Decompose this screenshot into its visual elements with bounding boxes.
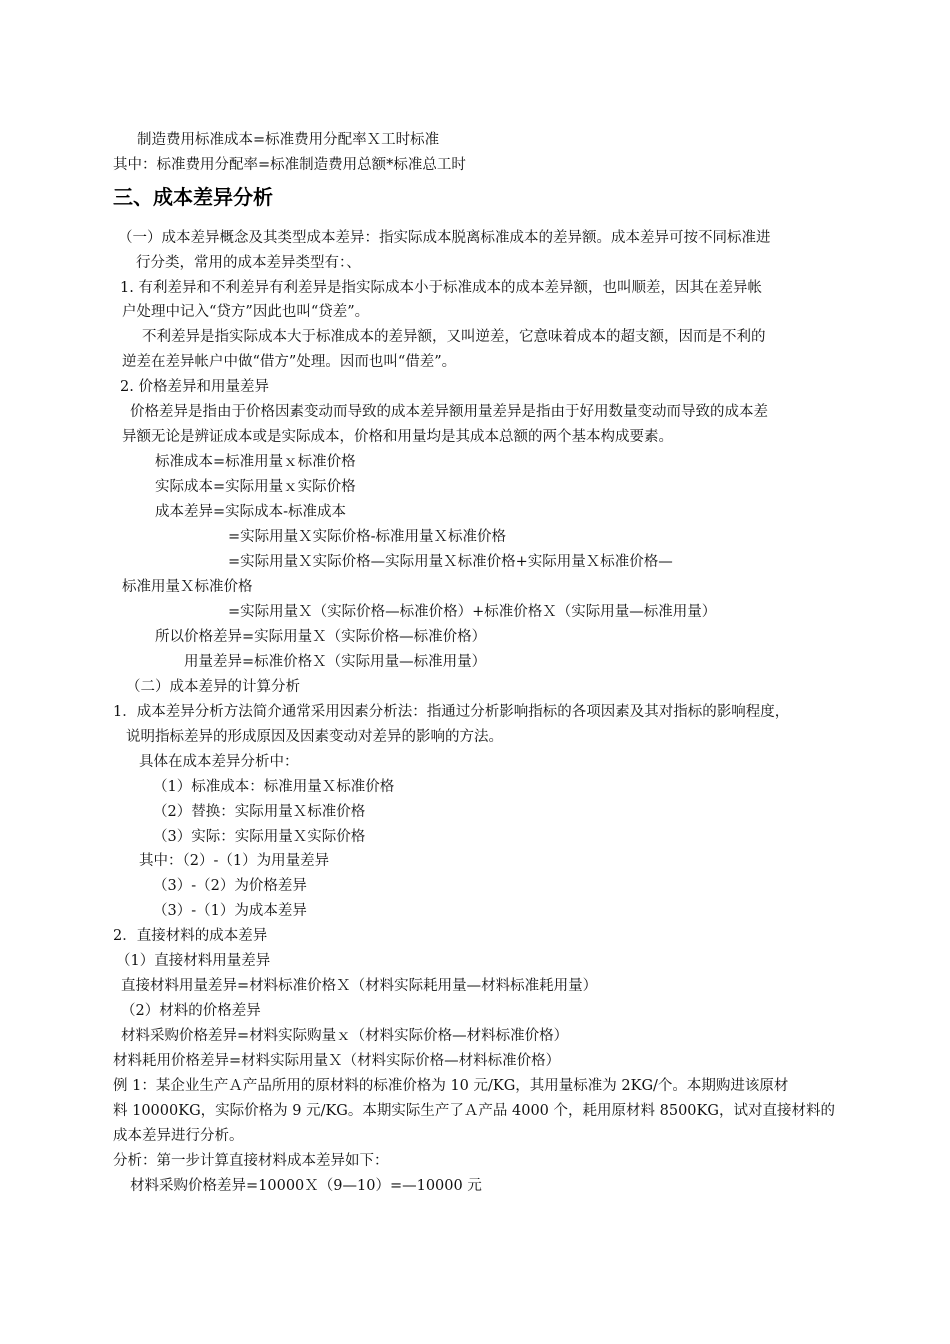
formula-line: 材料采购价格差异=材料实际购量ｘ（材料实际价格—材料标准价格） — [121, 1028, 569, 1044]
paragraph-line: 行分类，常用的成本差异类型有：、 — [136, 255, 361, 271]
formula-overhead-standard-cost: 制造费用标准成本=标准费用分配率Ｘ工时标准 — [137, 132, 440, 148]
subheading: （2）材料的价格差异 — [121, 1003, 261, 1019]
formula-line: 实际成本=实际用量ｘ实际价格 — [155, 479, 356, 495]
paragraph-line: 具体在成本差异分析中： — [139, 754, 299, 770]
formula-line: 用量差异=标准价格Ｘ（实际用量—标准用量） — [184, 654, 487, 670]
section-heading: 三、成本差异分析 — [113, 185, 273, 209]
list-item: 其中：（2）-（1）为用量差异 — [139, 853, 330, 869]
formula-line: =实际用量Ｘ（实际价格—标准价格）+标准价格Ｘ（实际用量—标准用量） — [228, 604, 717, 620]
paragraph-line: 不利差异是指实际成本大于标准成本的差异额，又叫逆差，它意味着成本的超支额，因而是不利的 — [142, 329, 766, 345]
paragraph-line: 户处理中记入“贷方”因此也叫“贷差”。 — [122, 304, 370, 320]
paragraph-line: （一）成本差异概念及其类型成本差异：指实际成本脱离标准成本的差异额。成本差异可按不同标准进 — [118, 230, 771, 246]
formula-line: 标准用量Ｘ标准价格 — [122, 579, 253, 595]
formula-line: =实际用量Ｘ实际价格-标准用量Ｘ标准价格 — [228, 529, 507, 545]
example-line: 例 1：某企业生产Ａ产品所用的原材料的标准价格为 10 元/KG，其用量标准为 2KG/个。本期购进该原材 — [113, 1078, 789, 1094]
paragraph-line: 说明指标差异的形成原因及因素变动对差异的影响的方法。 — [126, 729, 503, 745]
formula-line: 标准成本=标准用量ｘ标准价格 — [155, 454, 356, 470]
paragraph-line: 1. 有利差异和不利差异有利差异是指实际成本小于标准成本的成本差异额，也叫顺差，因其在差异帐 — [120, 280, 762, 296]
formula-line: 材料耗用价格差异=材料实际用量Ｘ（材料实际价格—材料标准价格） — [113, 1053, 561, 1069]
list-item: （3）实际：实际用量Ｘ实际价格 — [153, 829, 366, 845]
list-item: （2）替换：实际用量Ｘ标准价格 — [153, 804, 366, 820]
subheading: （二）成本差异的计算分析 — [126, 679, 300, 695]
formula-overhead-rate: 其中：标准费用分配率=标准制造费用总额*标准总工时 — [113, 157, 466, 173]
list-item: （1）标准成本：标准用量Ｘ标准价格 — [153, 779, 395, 795]
subheading: （1）直接材料用量差异 — [116, 953, 271, 969]
formula-line: 材料采购价格差异=10000Ｘ（9—10）=—10000 元 — [130, 1178, 482, 1194]
list-item: （3）-（2）为价格差异 — [153, 878, 307, 894]
subheading: 2．直接材料的成本差异 — [113, 928, 268, 944]
example-line: 成本差异进行分析。 — [113, 1128, 244, 1144]
formula-line: 直接材料用量差异=材料标准价格Ｘ（材料实际耗用量—材料标准耗用量） — [121, 978, 598, 994]
paragraph-line: 价格差异是指由于价格因素变动而导致的成本差异额用量差异是指由于好用数量变动而导致的成本差 — [130, 404, 768, 420]
formula-line: 所以价格差异=实际用量Ｘ（实际价格—标准价格） — [155, 629, 487, 645]
formula-line: 成本差异=实际成本-标准成本 — [155, 504, 347, 520]
paragraph-line: 异额无论是辨证成本或是实际成本，价格和用量均是其成本总额的两个基本构成要素。 — [122, 429, 673, 445]
paragraph-line: 分析：第一步计算直接材料成本差异如下： — [113, 1153, 389, 1169]
subheading: 2. 价格差异和用量差异 — [120, 379, 269, 395]
paragraph-line: 1．成本差异分析方法简介通常采用因素分析法：指通过分析影响指标的各项因素及其对指标的影响程度， — [113, 704, 790, 720]
paragraph-line: 逆差在差异帐户中做“借方”处理。因而也叫“借差”。 — [122, 354, 457, 370]
formula-line: =实际用量Ｘ实际价格—实际用量Ｘ标准价格+实际用量Ｘ标准价格— — [228, 554, 673, 570]
example-line: 料 10000KG，实际价格为 9 元/KG。本期实际生产了Ａ产品 4000 个，耗用原材料 8500KG，试对直接材料的 — [113, 1103, 835, 1119]
list-item: （3）-（1）为成本差异 — [153, 903, 307, 919]
